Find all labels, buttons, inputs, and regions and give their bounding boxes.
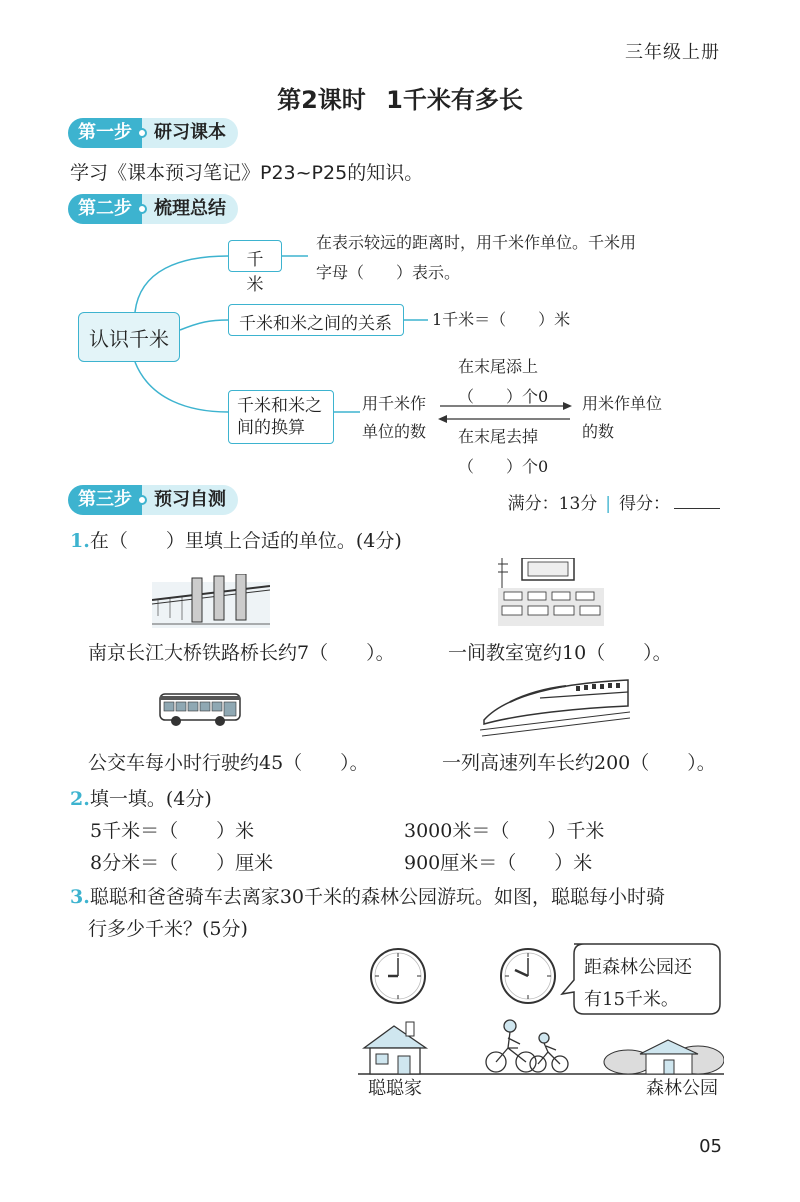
park-icon [604,1040,724,1074]
branch-relation-desc: 1千米＝（ ）米 [432,310,571,329]
conversion-bottom [458,422,548,482]
score-area [508,489,720,514]
conversion-top [458,352,548,412]
step2-tag: 第二步 [68,194,142,224]
step-dot-icon [137,204,147,214]
step1-tag: 第一步 [68,118,142,148]
score-label: 得分： [619,494,670,514]
question-text: 填一填。(4分) [89,788,212,810]
step1-text: 学习《课本预习笔记》P23~P25的知识。 [70,162,424,184]
conversion-right [582,390,662,446]
grade-label: 三年级上册 [625,42,720,63]
park-label: 森林公园 [646,1078,718,1099]
text-line: 的数 [582,422,615,441]
q1-item-classroom: 一间教室宽约10（ ）。 [448,642,672,664]
bubble-text [584,952,692,1016]
lesson-title: 1千米有多长 [386,86,523,114]
question-text: 在（ ）里填上合适的单位。(4分) [89,530,402,552]
bubble-line: 有15千米。 [584,989,679,1010]
page-number: 05 [699,1136,722,1157]
step-dot-icon [137,495,147,505]
branch-conversion [228,390,334,444]
score-full: 满分：13分 [507,494,598,514]
question-3-line2: 行多少千米？(5分) [88,918,248,940]
q1-item-bus: 公交车每小时行驶约45（ ）。 [88,752,369,774]
lesson-number: 第2课时 [277,86,366,114]
question-1 [70,526,402,553]
text-line: 用米作单位 [582,394,663,413]
label-line: 间的换算 [237,418,305,438]
score-blank[interactable] [674,508,720,509]
step2-name: 梳理总结 [142,194,238,224]
cyclists-icon [486,1020,568,1072]
step3-tag: 第三步 [68,485,142,515]
question-2 [70,784,212,811]
clock-icon [498,946,558,1006]
q1-item-bridge: 南京长江大桥铁路桥长约7（ ）。 [88,642,395,664]
text-line: 在末尾去掉 [458,427,539,446]
text-line: （ ）个0 [458,457,549,476]
mindmap-center: 认识千米 [78,312,180,362]
desc-line: 字母（ ）表示。 [316,263,461,282]
classroom-illustration [498,558,604,626]
question-text: 聪聪和爸爸骑车去离家30千米的森林公园游玩。如图，聪聪每小时骑 [89,886,666,908]
house-icon [364,1022,426,1074]
step3-heading [68,485,238,515]
score-separator: | [605,494,611,514]
step-dot-icon [137,128,147,138]
q2-item-1: 5千米＝（ ）米 [90,820,255,842]
bridge-illustration [152,574,270,628]
train-illustration [480,672,630,738]
q2-item-4: 900厘米＝（ ）米 [404,852,593,874]
q1-item-train: 一列高速列车长约200（ ）。 [442,752,716,774]
clock-icon [368,946,428,1006]
branch-relation: 千米和米之间的关系 [228,304,404,336]
question-number: 2. [70,788,90,810]
q2-item-3: 8分米＝（ ）厘米 [90,852,274,874]
route-scene [358,1018,724,1080]
text-line: 在末尾添上 [458,357,539,376]
label-line: 千米和米之 [237,396,322,416]
text-line: （ ）个0 [458,387,549,406]
conversion-left [362,390,426,446]
q2-item-2: 3000米＝（ ）千米 [404,820,605,842]
branch-kilometer: 千米 [228,240,282,272]
desc-line: 在表示较远的距离时，用千米作单位。千米用 [316,233,637,252]
bubble-line: 距森林公园还 [584,957,692,978]
question-number: 1. [70,530,90,552]
question-3 [70,882,665,909]
bus-illustration [158,692,242,728]
text-line: 单位的数 [362,422,427,441]
text-line: 用千米作 [362,394,427,413]
home-label: 聪聪家 [368,1078,422,1099]
branch-kilometer-desc [316,228,636,288]
step1-name: 研习课本 [142,118,238,148]
question-number: 3. [70,886,90,908]
step3-name: 预习自测 [142,485,238,515]
